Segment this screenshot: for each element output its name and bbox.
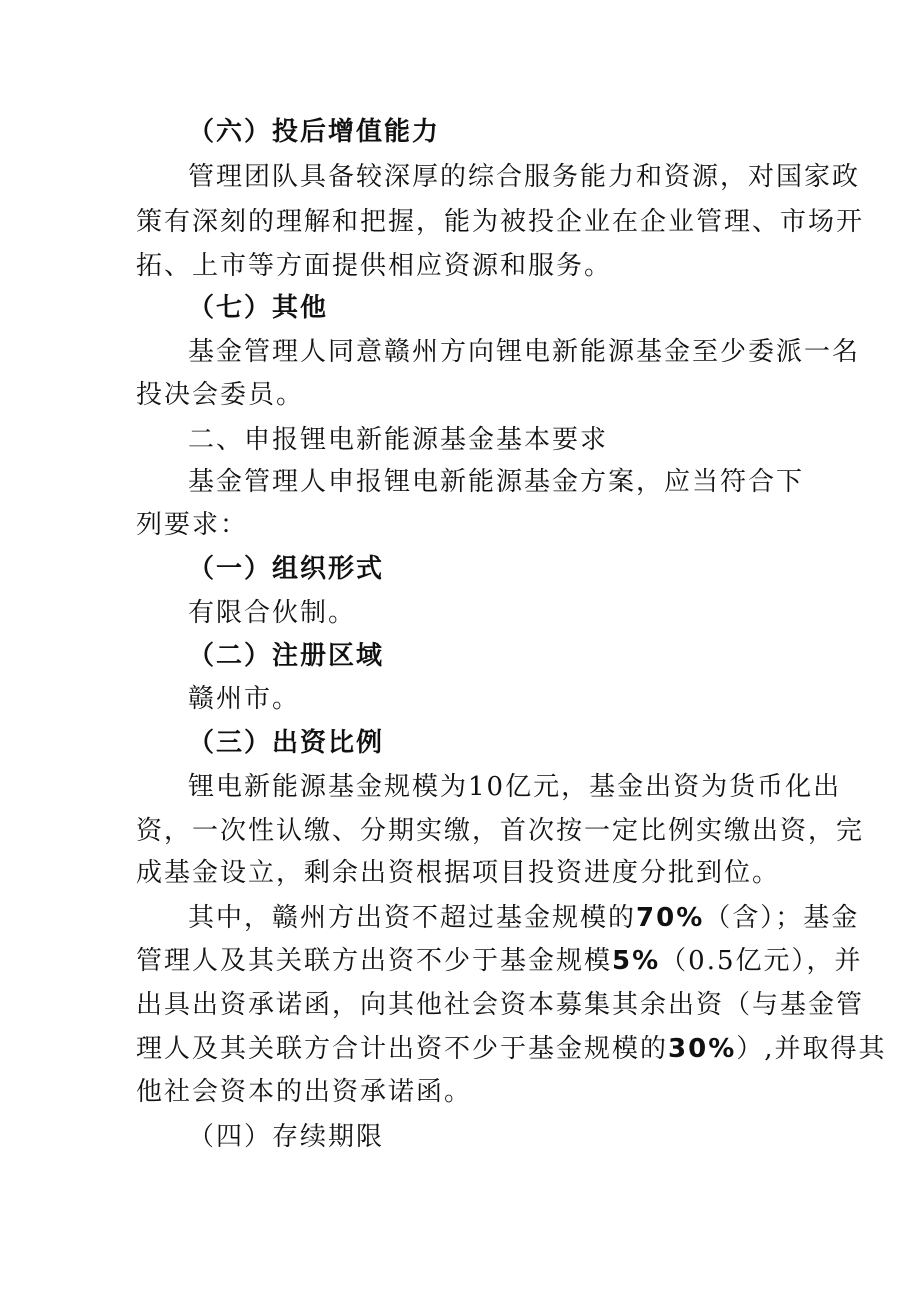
text-run: （0.5亿元），并 (660, 946, 863, 976)
paragraph-line: 资，一次性认缴、分期实缴，首次按一定比例实缴出资，完 (136, 816, 865, 846)
text-run: 管理人及其关联方出资不少于基金规模 (136, 946, 613, 976)
paragraph-line: 赣州市。 (188, 684, 301, 714)
paragraph-line: 拓、上市等方面提供相应资源和服务。 (136, 251, 613, 281)
paragraph-line: 成基金设立，剩余出资根据项目投资进度分批到位。 (136, 858, 781, 888)
paragraph-line: 列要求： (136, 510, 249, 540)
paragraph-line: 基金管理人申报锂电新能源基金方案，应当符合下 (188, 467, 805, 497)
paragraph-line: 锂电新能源基金规模为10亿元，基金出资为货币化出 (188, 772, 842, 802)
heading-contribution-ratio: （三）出资比例 (188, 728, 385, 758)
text-run: ）,并取得其 (736, 1034, 887, 1064)
paragraph-line: 策有深刻的理解和把握，能为被投企业在企业管理、市场开 (136, 207, 865, 237)
text-run: 其中，赣州方出资不超过基金规模的 (188, 903, 637, 933)
section-title: 二、申报锂电新能源基金基本要求 (188, 425, 609, 455)
percentage-70: 70% (636, 903, 705, 933)
paragraph-line: 管理团队具备较深厚的综合服务能力和资源，对国家政 (188, 162, 861, 192)
text-run: （含）；基金 (704, 903, 860, 933)
percentage-5: 5% (612, 946, 661, 976)
paragraph-line (188, 903, 859, 933)
paragraph-line: 他社会资本的出资承诺函。 (136, 1077, 473, 1107)
heading-organization-form: （一）组织形式 (188, 554, 385, 584)
paragraph-line: 投决会委员。 (136, 380, 305, 410)
heading-duration: （四）存续期限 (188, 1122, 385, 1152)
paragraph-line: 有限合伙制。 (188, 598, 357, 628)
heading-post-investment: （六）投后增值能力 (188, 117, 441, 147)
percentage-30: 30% (668, 1034, 737, 1064)
paragraph-line: 基金管理人同意赣州方向锂电新能源基金至少委派一名 (188, 337, 861, 367)
heading-registration-region: （二）注册区域 (188, 641, 385, 671)
heading-other: （七）其他 (188, 293, 329, 323)
paragraph-line (136, 946, 863, 976)
paragraph-line: 出具出资承诺函，向其他社会资本募集其余出资（与基金管 (136, 990, 865, 1020)
text-run: 理人及其关联方合计出资不少于基金规模的 (136, 1034, 669, 1064)
paragraph-line (136, 1034, 887, 1064)
